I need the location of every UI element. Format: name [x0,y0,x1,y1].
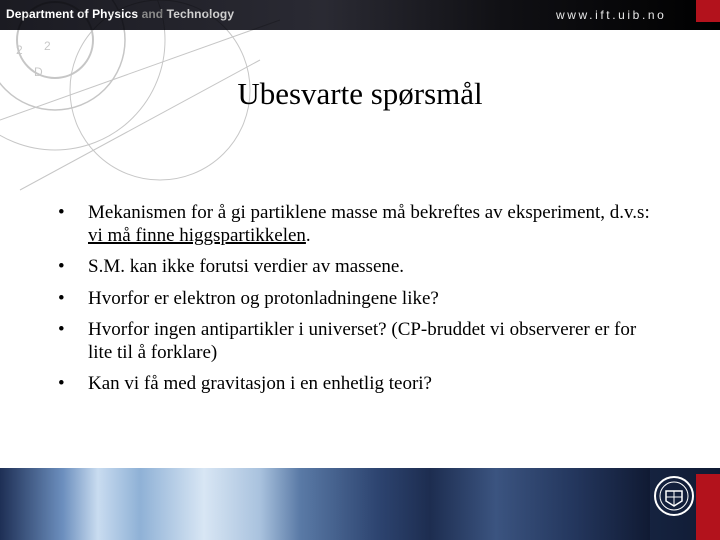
website-label: www.ift.uib.no [556,8,667,22]
list-item [58,373,658,396]
slide-title: Ubesvarte spørsmål [237,76,483,111]
list-item [58,256,658,279]
footer-banner [0,468,720,540]
dept-name-part1: Department of Physics [6,7,142,21]
bullet-text: Hvorfor er elektron og protonladningene like? [88,287,439,309]
footer-photo-face [0,468,140,540]
svg-text:D: D [34,65,43,79]
footer-photo-buildings [300,468,430,540]
footer-photo-city [430,468,650,540]
dept-name-part2: Technology [163,7,235,21]
list-item [58,288,658,311]
bullet-text: S.M. kan ikke forutsi verdier av massene. [88,256,405,277]
bullet-end: . [305,224,311,246]
bullet-list [58,202,658,405]
svg-text:2: 2 [44,39,51,53]
dept-name-and: and [141,7,164,21]
footer-red-tab [696,474,720,540]
underlined-phrase: vi må finne higgspartikkelen [88,224,306,246]
footer-photo-lab [140,468,300,540]
university-name: The University of Bergen [372,47,584,63]
bullet-text: Mekanismen for å gi partiklene masse må bekreftes av eksperiment, d.v.s: [88,202,650,223]
list-item [58,202,658,247]
list-item [58,319,658,364]
header-red-tab [696,0,720,22]
svg-text:2: 2 [16,43,23,57]
university-seal-icon [653,475,695,533]
bullet-text: Kan vi få med gravitasjon i en enhetlig teori? [88,373,432,394]
bullet-text: Hvorfor ingen antipartikler i universet? (CP-bruddet vi observerer er for lite til å forklare) [88,319,637,363]
